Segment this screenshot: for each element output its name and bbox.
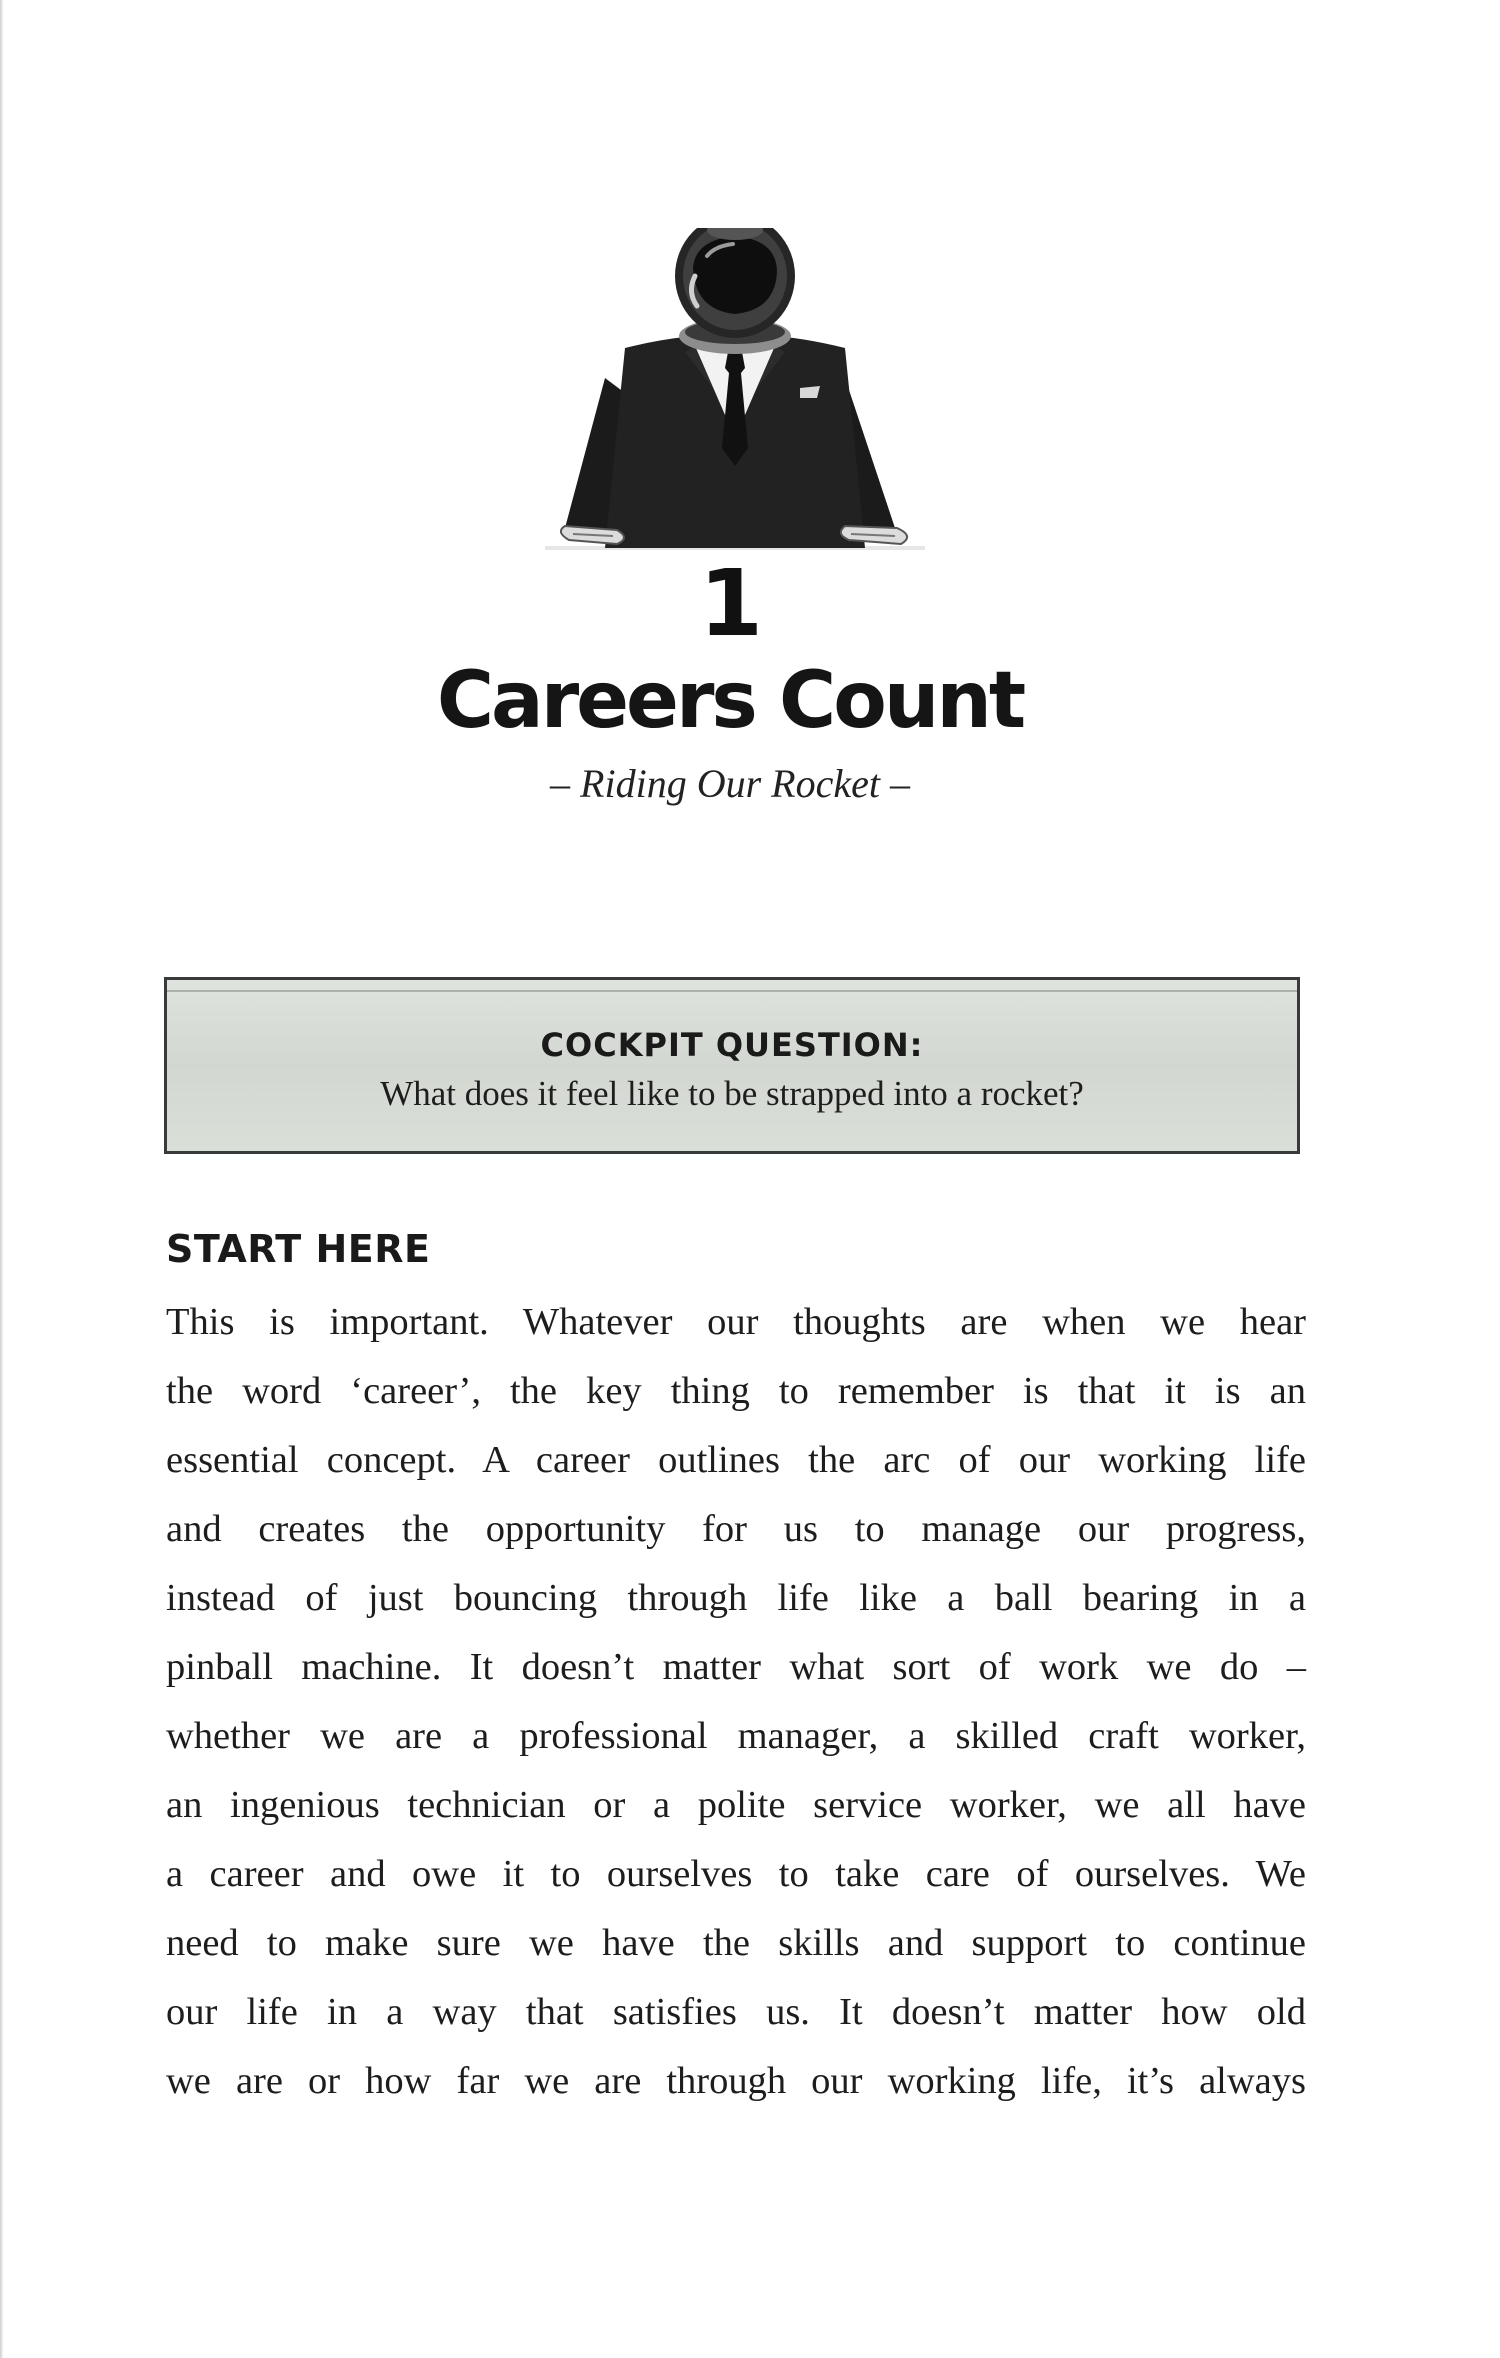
chapter-number: 1 <box>698 550 761 657</box>
body-line: need to make sure we have the skills and support to continue <box>166 1922 1306 1964</box>
cockpit-question-text: What does it feel like to be strapped into a rocket? <box>380 1074 1084 1113</box>
page-edge <box>0 0 3 2358</box>
cockpit-question-heading: COCKPIT QUESTION: <box>540 1026 924 1064</box>
cockpit-box-rule <box>167 990 1297 992</box>
section-heading: START HERE <box>166 1227 431 1271</box>
body-line: instead of just bouncing through life like a ball bearing in a <box>166 1577 1306 1619</box>
astronaut-in-business-suit-icon <box>545 228 925 568</box>
chapter-title: Careers Count <box>436 656 1024 746</box>
body-line: an ingenious technician or a polite service worker, we all have <box>166 1784 1306 1826</box>
body-line: This is important. Whatever our thoughts are when we hear <box>166 1301 1306 1343</box>
body-line: our life in a way that satisfies us. It doesn’t matter how old <box>166 1991 1306 2033</box>
body-line: whether we are a professional manager, a skilled craft worker, <box>166 1715 1306 1757</box>
body-line: the word ‘career’, the key thing to remember is that it is an <box>166 1370 1306 1412</box>
chapter-subtitle: – Riding Our Rocket – <box>550 761 910 806</box>
body-paragraph <box>166 1292 1306 2120</box>
body-line: and creates the opportunity for us to manage our progress, <box>166 1508 1306 1550</box>
cockpit-question-box <box>164 977 1300 1154</box>
body-line: a career and owe it to ourselves to take care of ourselves. We <box>166 1853 1306 1895</box>
body-line: pinball machine. It doesn’t matter what sort of work we do – <box>166 1646 1306 1688</box>
body-line: we are or how far we are through our working life, it’s always <box>166 2060 1306 2102</box>
body-line: essential concept. A career outlines the arc of our working life <box>166 1439 1306 1481</box>
